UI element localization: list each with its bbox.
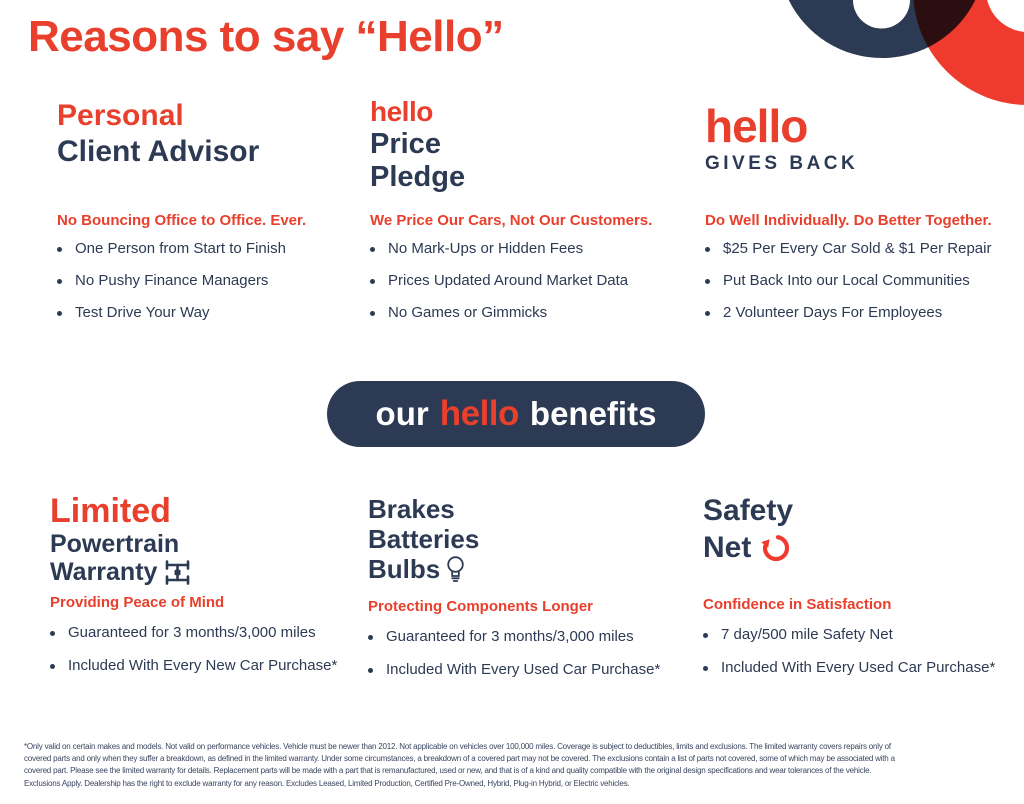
card-heading: Warranty [50, 558, 158, 586]
bullet-text: Included With Every New Car Purchase* [68, 657, 338, 674]
card-subhead: Providing Peace of Mind [50, 594, 225, 611]
powertrain-icon [162, 560, 193, 585]
card-subhead: No Bouncing Office to Office. Ever. [57, 212, 307, 229]
bullet-text: No Games or Gimmicks [388, 304, 548, 321]
fine-print-line: *Only valid on certain makes and models. Not valid on performance vehicles. Vehicle must be newer than 2012. Not applicable on vehicles over 100,000 miles. Coverage is subject to deductibles, limits and exclusions. The limited warranty covers repairs only of [24, 742, 891, 751]
bullet-text: No Pushy Finance Managers [75, 272, 269, 289]
card-heading: Brakes [368, 494, 455, 524]
banner-word-our: our [375, 395, 429, 432]
fine-print-line: covered part. Please see the limited warranty for details. Replacement parts will be made with a part that is remanufactured, used or new, and that is of a kind and quality compatible with the original design specifications and wear tolerances of the vehicle. [24, 766, 872, 776]
bullet-dot [705, 279, 710, 284]
bullet-text: One Person from Start to Finish [75, 240, 286, 257]
legal-fine-print [24, 741, 1018, 790]
bullet-text: 7 day/500 mile Safety Net [721, 626, 893, 643]
bullet-text: Test Drive Your Way [75, 304, 210, 321]
gives-back-label: GIVES BACK [705, 153, 859, 174]
our-hello-benefits-banner [327, 381, 705, 447]
fine-print-line: Exclusions Apply. Dealership has the right to exclude warranty for any reason. Excludes Leased, Limited Production, Certified Pre-Owned, Hybrid, Plug-in Hybrid, or Electric vehicles. [24, 778, 630, 788]
list-item [703, 659, 995, 692]
bullet-text: 2 Volunteer Days For Employees [723, 304, 943, 321]
card-heading: Powertrain [50, 530, 180, 558]
bullet-dot [50, 664, 55, 669]
bullet-text: Put Back Into our Local Communities [723, 272, 970, 289]
list-item [57, 272, 286, 304]
bullet-dot [703, 633, 708, 638]
bullet-dot [370, 279, 375, 284]
card-heading: Bulbs [368, 554, 441, 584]
bullet-text: Guaranteed for 3 months/3,000 miles [386, 628, 634, 645]
bullet-text: $25 Per Every Car Sold & $1 Per Repair [723, 240, 992, 257]
bullet-dot [57, 311, 62, 316]
list-item [370, 304, 628, 336]
refresh-arrow-icon [760, 532, 792, 564]
card-bullet-list [705, 240, 991, 336]
fine-print-line: covered parts and only when they suffer a breakdown, as defined in the limited warranty. Under some circumstances, a breakdown of a covered part may not be covered. The exclusions contain a list of parts not covered, some of which may be associated with a [24, 754, 895, 764]
card-subhead: Protecting Components Longer [368, 598, 593, 615]
card-heading: Batteries [368, 524, 480, 554]
bullet-dot [57, 279, 62, 284]
lightbulb-icon [445, 555, 466, 584]
list-item [57, 304, 286, 336]
bullet-dot [57, 247, 62, 252]
card-heading-with-icon [368, 554, 683, 584]
card-heading-with-icon [703, 529, 1018, 566]
card-heading-with-icon [50, 558, 360, 586]
list-item [368, 661, 660, 694]
bullet-dot [705, 247, 710, 252]
bullet-dot [370, 311, 375, 316]
card-bullet-list [57, 240, 286, 336]
bullet-dot [705, 311, 710, 316]
list-item [370, 272, 628, 304]
card-brakes-batteries-bulbs [368, 494, 683, 709]
list-item [705, 304, 991, 336]
card-heading-accent: Limited [50, 492, 171, 530]
list-item [705, 272, 991, 304]
page-title: Reasons to say “Hello” [28, 12, 504, 61]
list-item [705, 240, 991, 272]
hello-wordmark: hello [370, 96, 433, 127]
bullet-text: No Mark-Ups or Hidden Fees [388, 240, 584, 257]
card-heading: Price [370, 128, 441, 160]
card-heading: Safety [703, 494, 794, 527]
bullet-dot [370, 247, 375, 252]
banner-word-benefits: benefits [529, 395, 657, 432]
card-subhead: We Price Our Cars, Not Our Customers. [370, 212, 653, 229]
card-subhead: Confidence in Satisfaction [703, 596, 892, 613]
bullet-dot [50, 631, 55, 636]
red-arc-shape [913, 0, 1024, 105]
card-bullet-list [368, 628, 660, 694]
hello-wordmark: hello [705, 100, 808, 152]
card-safety-net [703, 492, 1018, 707]
card-hello-gives-back [705, 102, 1020, 352]
card-subhead: Do Well Individually. Do Better Together. [705, 212, 992, 229]
bullet-text: Prices Updated Around Market Data [388, 272, 629, 289]
hello-wordmark: hello [439, 394, 519, 433]
card-bullet-list [370, 240, 628, 336]
list-item [57, 240, 286, 272]
list-item [368, 628, 660, 661]
card-heading-accent: Personal [57, 99, 184, 132]
bullet-dot [368, 635, 373, 640]
list-item [370, 240, 628, 272]
card-personal-client-advisor [57, 98, 357, 348]
card-limited-powertrain-warranty [50, 492, 360, 707]
bullet-text: Included With Every Used Car Purchase* [386, 661, 661, 678]
bullet-dot [703, 666, 708, 671]
list-item [50, 624, 337, 657]
bullet-dot [368, 668, 373, 673]
list-item [50, 657, 337, 690]
card-bullet-list [703, 626, 995, 692]
card-heading: Pledge [370, 161, 466, 193]
list-item [703, 626, 995, 659]
card-hello-price-pledge [370, 96, 690, 346]
bullet-text: Included With Every Used Car Purchase* [721, 659, 996, 676]
card-heading: Net [703, 531, 752, 564]
card-heading: Client Advisor [57, 135, 260, 168]
card-bullet-list [50, 624, 337, 690]
bullet-text: Guaranteed for 3 months/3,000 miles [68, 624, 316, 641]
